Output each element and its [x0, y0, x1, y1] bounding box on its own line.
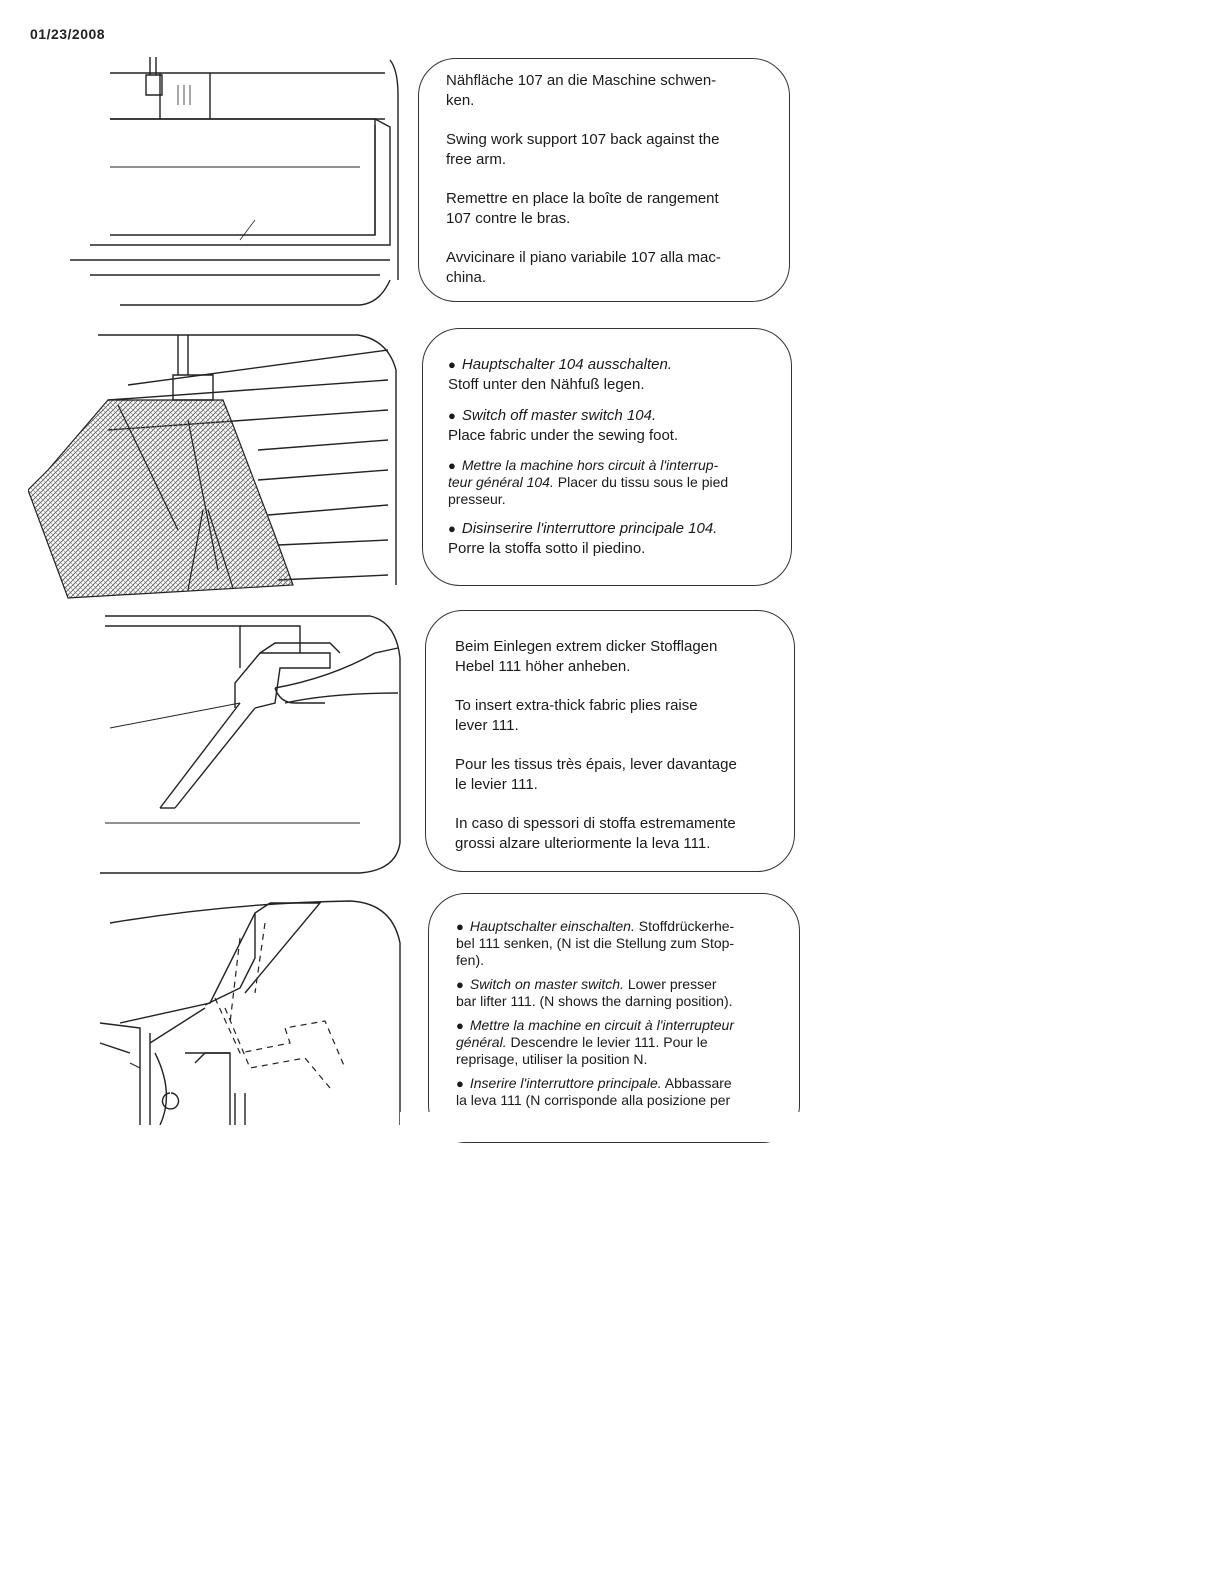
- illustration-lower-presser-bar: [30, 893, 405, 1125]
- step2-it-rest: Porre la stoffa sotto il piedino.: [448, 540, 646, 557]
- fabric-under-foot-illustration-icon: [28, 330, 400, 600]
- step2-it-emphasis: Disinserire l'interruttore principale 104.: [461, 520, 718, 537]
- step4-fr-rest: Descendre le levier 111. Pour le reprisage, utiliser la position N.: [456, 1034, 708, 1067]
- illustration-lever-raise: [30, 608, 405, 878]
- step2-text: [448, 355, 778, 570]
- step4-fr-emphasis: Mettre la machine en circuit à l'interrupteur général.: [456, 1017, 734, 1050]
- step1-de: Nähfläche 107 an die Maschine schwen- ken.: [446, 72, 717, 109]
- step1-text: [446, 71, 776, 307]
- bullet-icon: ●: [456, 1018, 464, 1033]
- bullet-icon: ●: [448, 408, 456, 423]
- step4-fr: [456, 1017, 786, 1068]
- step2-en-emphasis: Switch off master switch 104.: [461, 407, 657, 424]
- step1-en: Swing work support 107 back against the free arm.: [446, 131, 720, 168]
- step2-en: [448, 406, 778, 446]
- bullet-icon: ●: [448, 458, 456, 473]
- step3-fr: Pour les tissus très épais, lever davantage le levier 111.: [455, 756, 737, 793]
- step2-fr-emphasis: Mettre la machine hors circuit à l'interrup- teur général 104.: [448, 457, 719, 490]
- step2-en-rest: Place fabric under the sewing foot.: [448, 427, 679, 444]
- lever-111-raise-illustration-icon: [30, 608, 405, 878]
- step4-de: [456, 918, 786, 969]
- step1-it: Avvicinare il piano variabile 107 alla mac- china.: [446, 249, 721, 286]
- illustration-fabric-under-foot: [28, 330, 400, 600]
- step1-fr: Remettre en place la boîte de rangement 107 contre le bras.: [446, 190, 719, 227]
- illustration-work-support: [60, 55, 400, 315]
- step2-fr-rest: Placer du tissu sous le pied presseur.: [448, 474, 729, 507]
- scan-cutoff: [400, 1112, 820, 1142]
- bullet-icon: ●: [448, 521, 456, 536]
- step2-it: [448, 519, 778, 559]
- step3-de: Beim Einlegen extrem dicker Stofflagen Hebel 111 höher anheben.: [455, 638, 718, 675]
- bullet-icon: ●: [456, 919, 464, 934]
- work-support-illustration-icon: [60, 55, 400, 315]
- step4-en: [456, 976, 786, 1010]
- step3-en: To insert extra-thick fabric plies raise lever 111.: [455, 697, 698, 734]
- step4-it-rest: Abbassare la leva 111 (N corrisponde alla posizione per: [456, 1075, 732, 1108]
- step4-de-emphasis: Hauptschalter einschalten.: [469, 918, 635, 934]
- step4-en-rest: Lower presser bar lifter 111. (N shows the darning position).: [456, 976, 733, 1009]
- page-date: 01/23/2008: [30, 26, 106, 42]
- step4-de-rest: Stoffdrückerhe- bel 111 senken, (N ist die Stellung zum Stop- fen).: [456, 918, 735, 968]
- step4-en-emphasis: Switch on master switch.: [469, 976, 624, 992]
- step4-text: [456, 918, 786, 1133]
- step2-de-rest: Stoff unter den Nähfuß legen.: [448, 376, 645, 393]
- lower-presser-bar-illustration-icon: [30, 893, 405, 1125]
- bullet-icon: ●: [448, 357, 456, 372]
- step2-de-emphasis: Hauptschalter 104 ausschalten.: [461, 356, 672, 373]
- step3-text: [455, 637, 785, 873]
- step2-de: [448, 355, 778, 395]
- bullet-icon: ●: [456, 1076, 464, 1091]
- bullet-icon: ●: [456, 977, 464, 992]
- step3-it: In caso di spessori di stoffa estremamente grossi alzare ulteriormente la leva 111.: [455, 815, 736, 852]
- step2-fr: [448, 457, 778, 508]
- step4-it-emphasis: Inserire l'interruttore principale.: [469, 1075, 662, 1091]
